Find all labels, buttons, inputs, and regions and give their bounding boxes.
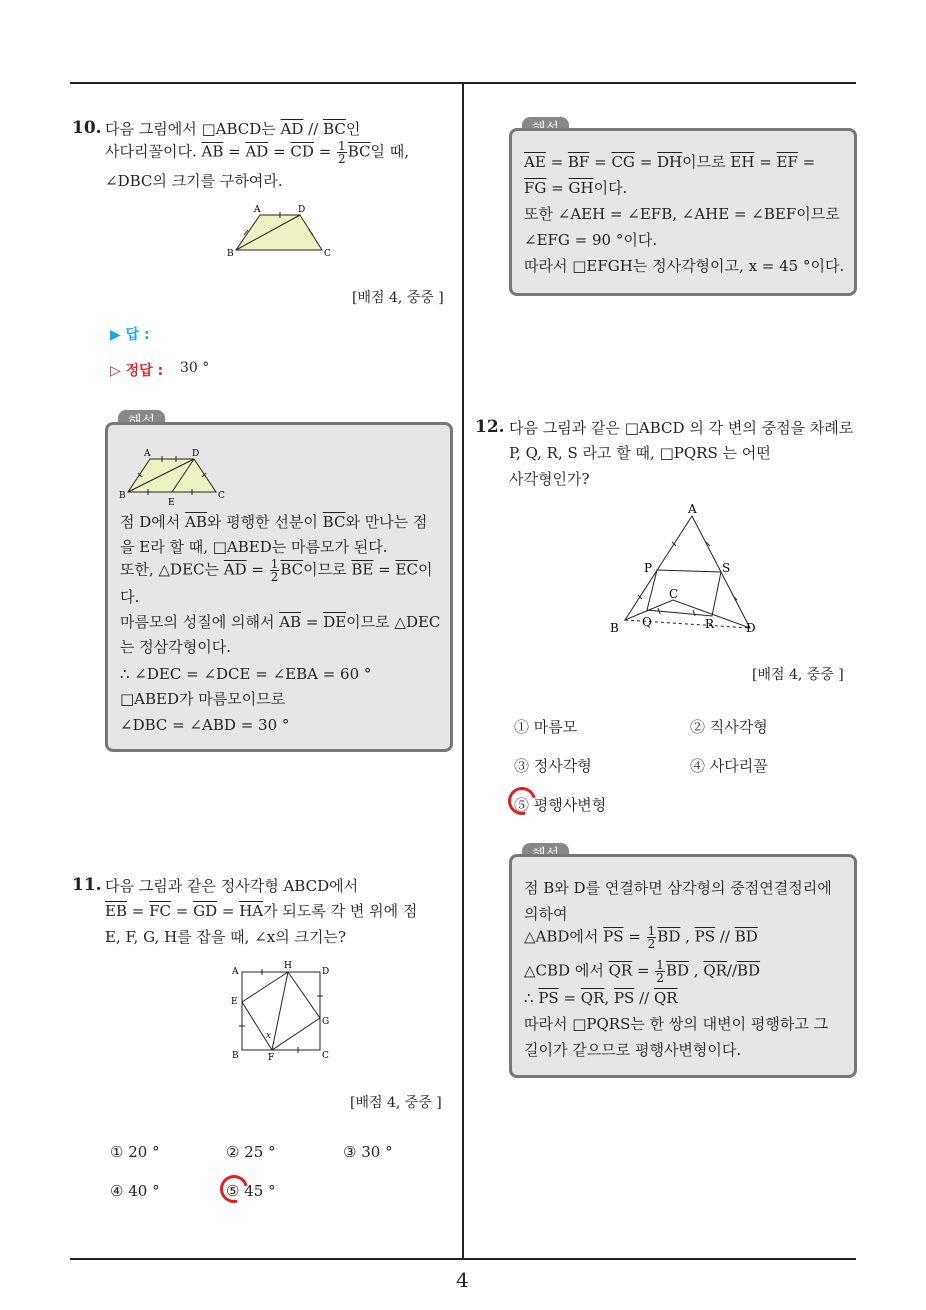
choice-1[interactable]: ① 마름모 xyxy=(514,718,578,736)
score-label: [배점 4, 중중 ] xyxy=(752,667,844,683)
question-text-line-1: 다음 그림과 같은 □ABCD 의 각 변의 중점을 차례로 xyxy=(509,419,854,437)
label-a: A xyxy=(688,502,697,516)
score-label: [배점 4, 중중 ] xyxy=(350,1095,442,1111)
label-c: C xyxy=(669,587,679,601)
choice-5[interactable]: ⑤ 평행사변형 xyxy=(514,796,607,814)
fraction-half: $\frac{1}{2}$ xyxy=(338,139,346,166)
label-b: B xyxy=(227,249,234,259)
label-a: A xyxy=(254,205,261,215)
explanation-line-6: 는 정삼각형이다. xyxy=(120,638,231,656)
question-number: 11. xyxy=(72,875,102,895)
explanation-line-1: 점 B와 D를 연결하면 삼각형의 중점연결정리에 xyxy=(524,879,832,897)
column-divider xyxy=(462,84,464,1260)
question-text-line-3: ∠DBC의 크기를 구하여라. xyxy=(105,172,283,190)
fraction-half: $\frac{1}{2}$ xyxy=(656,958,664,985)
answer-label: ▶ 답 : xyxy=(110,327,150,343)
explanation-line-4: 다. xyxy=(120,588,140,606)
choice-1[interactable]: ① 20 ° xyxy=(110,1143,160,1161)
choice-5[interactable]: ⑤ 45 ° xyxy=(226,1182,276,1200)
explanation-line-3: 또한 ∠AEH = ∠EFB, ∠AHE = ∠BEF이므로 xyxy=(524,205,840,223)
label-p: P xyxy=(644,561,653,575)
explanation-line-3: △ABD에서 $\overline{PS}$ = $\frac{1}{2}$ $\overline{BD}$ , $\overline{PS} // \overline{BD}$ xyxy=(524,924,758,951)
label-b: B xyxy=(610,621,619,635)
question-number: 10. xyxy=(72,118,102,138)
explanation-line-5: ∴ $\overline{PS} = \overline{QR}$, $\overline{PS} // \overline{QR}$ xyxy=(524,989,678,1007)
explanation-line-7: 길이가 같으므로 평행사변형이다. xyxy=(524,1041,742,1059)
choice-3[interactable]: ③ 30 ° xyxy=(343,1143,393,1161)
explanation-line-3: 또한, △DEC는 $\overline{AD}$ = $\frac{1}{2}$ $\overline{BC}$이므로 $\overline{BE} = \overline{EC}$이 xyxy=(120,557,433,584)
explanation-line-9: ∠DBC = ∠ABD = 30 ° xyxy=(120,716,290,734)
question-text-line-2: $\overline{EB} = \overline{FC} = \overline{GD} = \overline{HA}$가 되도록 각 변 위에 점 xyxy=(105,902,418,920)
explanation-line-5: 따라서 □EFGH는 정사각형이고, x = 45 °이다. xyxy=(524,257,845,275)
label-c: C xyxy=(218,491,225,501)
label-g: G xyxy=(322,1017,330,1027)
question-text-line-3: 사각형인가? xyxy=(509,470,590,488)
question-text-line-2: 사다리꼴이다. $\overline{AB} = \overline{AD} = \overline{CD}$ = $\frac{1}{2}$ $\overline{BC}$일 때, xyxy=(105,139,409,166)
question-text-line-1: 다음 그림과 같은 정사각형 ABCD에서 xyxy=(105,877,359,895)
label-a: A xyxy=(144,449,151,459)
label-d: D xyxy=(192,449,200,459)
explanation-line-7: ∴ ∠DEC = ∠DCE = ∠EBA = 60 ° xyxy=(120,665,372,683)
explanation-line-2: 의하여 xyxy=(524,905,568,923)
choice-2[interactable]: ② 25 ° xyxy=(226,1143,276,1161)
page-number: 4 xyxy=(456,1268,469,1292)
label-f: F xyxy=(268,1053,275,1063)
label-e: E xyxy=(168,498,175,507)
explanation-line-1: $\overline{AE} = \overline{BF} = \overline{CG} = \overline{DH}$이므로 $\overline{EH} = \overline{EF}$ = xyxy=(524,153,816,171)
explanation-box-12 xyxy=(509,854,857,1078)
square-figure xyxy=(228,958,338,1063)
explanation-line-8: □ABED가 마름모이므로 xyxy=(120,690,286,708)
label-x: x xyxy=(266,1031,272,1041)
label-c: C xyxy=(322,1051,329,1061)
correct-answer-value: 30 ° xyxy=(180,360,210,376)
explanation-line-1: 점 D에서 $\overline{AB}$와 평행한 선분이 $\overline{BC}$와 만나는 점 xyxy=(120,513,428,531)
label-e: E xyxy=(231,997,238,1007)
label-q: Q xyxy=(642,615,652,629)
label-a: A xyxy=(232,967,239,977)
question-text-line-1: 다음 그림에서 □ABCD는 $\overline{AD} // \overline{BC}$인 xyxy=(105,120,361,138)
fraction-half: $\frac{1}{2}$ xyxy=(647,924,656,951)
explanation-line-2: 을 E라 할 때, □ABED는 마름모가 된다. xyxy=(120,538,388,556)
explanation-line-4: ∠EFG = 90 °이다. xyxy=(524,231,658,249)
label-d: D xyxy=(322,967,330,977)
explanation-line-2: $\overline{FG} = \overline{GH}$이다. xyxy=(524,179,628,197)
choice-2[interactable]: ② 직사각형 xyxy=(690,718,768,736)
label-c: C xyxy=(324,249,331,259)
score-label: [배점 4, 중중 ] xyxy=(352,290,444,306)
label-b: B xyxy=(119,491,126,501)
question-text-line-3: E, F, G, H를 잡을 때, ∠x의 크기는? xyxy=(105,928,346,946)
choice-4[interactable]: ④ 사다리꼴 xyxy=(690,757,768,775)
rhombus-figure xyxy=(118,447,228,507)
trapezoid-figure xyxy=(224,200,334,264)
explanation-line-5: 마름모의 성질에 의해서 $\overline{AB} = \overline{DE}$이므로 △DEC xyxy=(120,613,441,631)
label-b: B xyxy=(232,1051,239,1061)
label-s: S xyxy=(722,561,731,575)
question-number: 12. xyxy=(475,417,505,437)
explanation-box-10 xyxy=(105,422,453,752)
selected-answer-mark xyxy=(215,1170,253,1208)
bottom-rule xyxy=(70,1258,856,1260)
explanation-line-6: 따라서 □PQRS는 한 쌍의 대변이 평행하고 그 xyxy=(524,1015,829,1033)
label-d: D xyxy=(298,205,306,215)
question-text-line-2: P, Q, R, S 라고 할 때, □PQRS 는 어떤 xyxy=(509,444,771,462)
label-r: R xyxy=(705,617,715,631)
choice-4[interactable]: ④ 40 ° xyxy=(110,1182,160,1200)
fraction-half: $\frac{1}{2}$ xyxy=(270,557,279,584)
label-d: D xyxy=(746,621,756,635)
choice-3[interactable]: ③ 정사각형 xyxy=(514,757,592,775)
explanation-box-11 xyxy=(509,128,857,296)
correct-answer-label: ▷ 정답 : xyxy=(110,363,164,379)
label-h: H xyxy=(284,961,292,971)
quadrilateral-figure xyxy=(600,498,770,643)
explanation-line-4: △CBD 에서 $\overline{QR}$ = $\frac{1}{2}$ $\overline{BD}$ , $\overline{QR}//\overline{BD}$ xyxy=(524,958,761,985)
